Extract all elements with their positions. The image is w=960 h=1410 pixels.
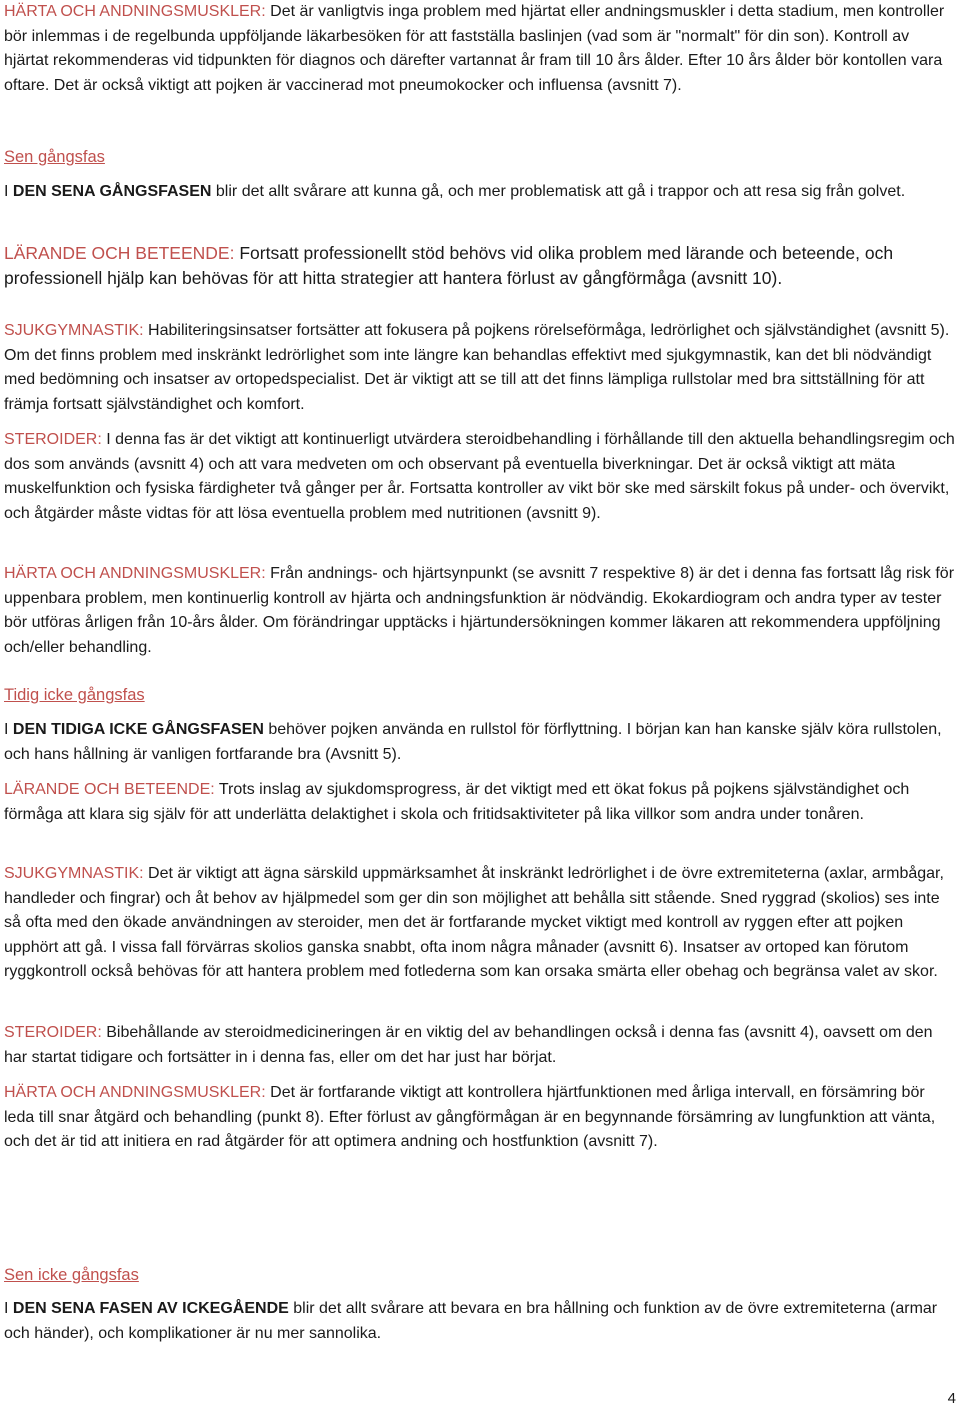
label-heart-breathing: HÄRTA OCH ANDNINGSMUSKLER: bbox=[4, 3, 266, 20]
label-learning-behavior: LÄRANDE OCH BETEENDE: bbox=[4, 781, 215, 798]
heading-early-nonwalking-phase: Tidig icke gångsfas bbox=[4, 686, 145, 704]
bold-phase-name: DEN TIDIGA ICKE GÅNGSFASEN bbox=[12, 721, 264, 738]
paragraph-physiotherapy: SJUKGYMNASTIK: Det är viktigt att ägna särskild uppmärksamhet åt inskränkt ledrörlighet i de övre extremiteterna (axlar, armbågar, handleder och fingrar) och åt behov av hjälpmedel som ger din son möjlighet att behålla sitt stående. Sned ryggrad (skolios) ses inte så ofta med den ökade användningen av steroider, men det är fortfarande mycket viktigt med kontroll av ryggen efter att pojken upphört att gå. I vissa fall förvärras skolios ganska snabbt, ofta inom några månader (avsnitt 6). Insatser av ortoped kan förutom ryggkontroll också behövas för att hantera problem med fotlederna som kan orsaka smärta eller obehag och begränsa valet av skor. bbox=[4, 865, 944, 981]
paragraph-physiotherapy: SJUKGYMNASTIK: Habiliteringsinsatser fortsätter att fokusera på pojkens rörelseförmåga, ledrörlighet och självständighet (avsnitt 5). Om det finns problem med inskränkt ledrörlighet som inte längre kan behandlas effektivt med sjukgymnastik, kan det bli nödvändigt med bedömning och insatser av ortopedspecialist. Det är viktigt att se till att det finns lämpliga rullstolar med bra sittställning för att främja fortsatt självständighet och komfort. bbox=[4, 322, 950, 413]
bold-phase-name: DEN SENA FASEN AV ICKEGÅENDE bbox=[12, 1300, 289, 1317]
label-steroids: STEROIDER: bbox=[4, 431, 102, 448]
bold-phase-name: DEN SENA GÅNGSFASEN bbox=[12, 183, 212, 200]
paragraph-heart-breathing: HÄRTA OCH ANDNINGSMUSKLER: Det är fortfarande viktigt att kontrollera hjärtfunktionen med årliga intervall, en försämring bör leda till snar åtgärd och behandling (punkt 8). Efter förlust av gångförmågan är en begynnande försämring av lungfunktion att vänta, och det är tid att initiera en rad åtgärder för att optimera andning och hostfunktion (avsnitt 7). bbox=[4, 1084, 936, 1151]
paragraph-heart-breathing-intro bbox=[4, 0, 956, 98]
paragraph-learning-behavior: LÄRANDE OCH BETEENDE: Trots inslag av sjukdomsprogress, är det viktigt med ett ökat fokus på pojkens självständighet och förmåga att klara sig själv för att underlätta delaktighet i skola och fritidsaktiviteter på lika villkor som andra under tonåren. bbox=[4, 781, 910, 823]
paragraph-early-nonwalking-intro: I DEN TIDIGA ICKE GÅNGSFASEN behöver pojken använda en rullstol för förflyttning. I början kan han kanske själv köra rullstolen, och hans hållning är vanligen fortfarande bra (Avsnitt 5). bbox=[4, 721, 942, 763]
page-number: 4 bbox=[947, 1390, 956, 1407]
heading-late-walking-phase: Sen gångsfas bbox=[4, 148, 105, 166]
paragraph-text: Det är vanligtvis inga problem med hjärtat eller andningsmuskler i detta stadium, men kontroller bör inlemmas i de regelbunda uppföljande läkarbesöken för att fastställa baslinjen (vad som är "normalt" för din son). Kontroll av hjärtat rekommenderas vid tidpunkten för diagnos och därefter vartannat år fram till 10 års ålder. Efter 10 års ålder bör kontollen vara oftare. Det är också viktigt att pojken är vaccinerad mot pneumokocker och influensa (avsnitt 7). bbox=[4, 3, 945, 94]
label-heart-breathing: HÄRTA OCH ANDNINGSMUSKLER: bbox=[4, 1084, 266, 1101]
heading-late-nonwalking-phase: Sen icke gångsfas bbox=[4, 1266, 139, 1284]
paragraph-learning-behavior: LÄRANDE OCH BETEENDE: Fortsatt professionellt stöd behövs vid olika problem med lärande och beteende, och professionell hjälp kan behövas för att hitta strategier att hantera förlust av gångförmåga (avsnitt 10). bbox=[4, 243, 894, 288]
label-physiotherapy: SJUKGYMNASTIK: bbox=[4, 865, 144, 882]
paragraph-late-walking-intro: I DEN SENA GÅNGSFASEN blir det allt svårare att kunna gå, och mer problematisk att gå i trappor och att resa sig från golvet. bbox=[4, 183, 906, 200]
paragraph-heart-breathing: HÄRTA OCH ANDNINGSMUSKLER: Från andnings- och hjärtsynpunkt (se avsnitt 7 respektive 8) är det i denna fas fortsatt låg risk för uppenbara problem, men kontinuerlig kontroll av hjärta och andningsfunktion är nödvändig. Ekokardiogram och andra typer av tester bör utföras årligen från 10-års ålder. Om förändringar upptäcks i hjärtundersökningen kommer läkaren att rekommendera uppföljning och/eller behandling. bbox=[4, 565, 955, 656]
paragraph-late-nonwalking-intro: I DEN SENA FASEN AV ICKEGÅENDE blir det allt svårare att bevara en bra hållning och funktion av de övre extremiteterna (armar och händer), och komplikationer är nu mer sannolika. bbox=[4, 1300, 938, 1342]
label-learning-behavior: LÄRANDE OCH BETEENDE: bbox=[4, 243, 235, 263]
label-physiotherapy: SJUKGYMNASTIK: bbox=[4, 322, 144, 339]
paragraph-steroids: STEROIDER: Bibehållande av steroidmedicineringen är en viktig del av behandlingen också i denna fas (avsnitt 4), oavsett om den har startat tidigare och fortsätter in i denna fas, eller om det har just har börjat. bbox=[4, 1024, 933, 1066]
label-steroids: STEROIDER: bbox=[4, 1024, 102, 1041]
label-heart-breathing: HÄRTA OCH ANDNINGSMUSKLER: bbox=[4, 565, 266, 582]
paragraph-steroids: STEROIDER: I denna fas är det viktigt att kontinuerligt utvärdera steroidbehandling i förhållande till den aktuella behandlingsregim och dos som används (avsnitt 4) och att vara medveten om och observant på eventuella biverkningar. Det är också viktigt att mäta muskelfunktion och fysiska färdigheter två gånger per år. Fortsatta kontroller av vikt bör ske med särskilt fokus på under- och övervikt, och åtgärder måste vidtas för att lösa eventuella problem med nutritionen (avsnitt 9). bbox=[4, 431, 955, 522]
